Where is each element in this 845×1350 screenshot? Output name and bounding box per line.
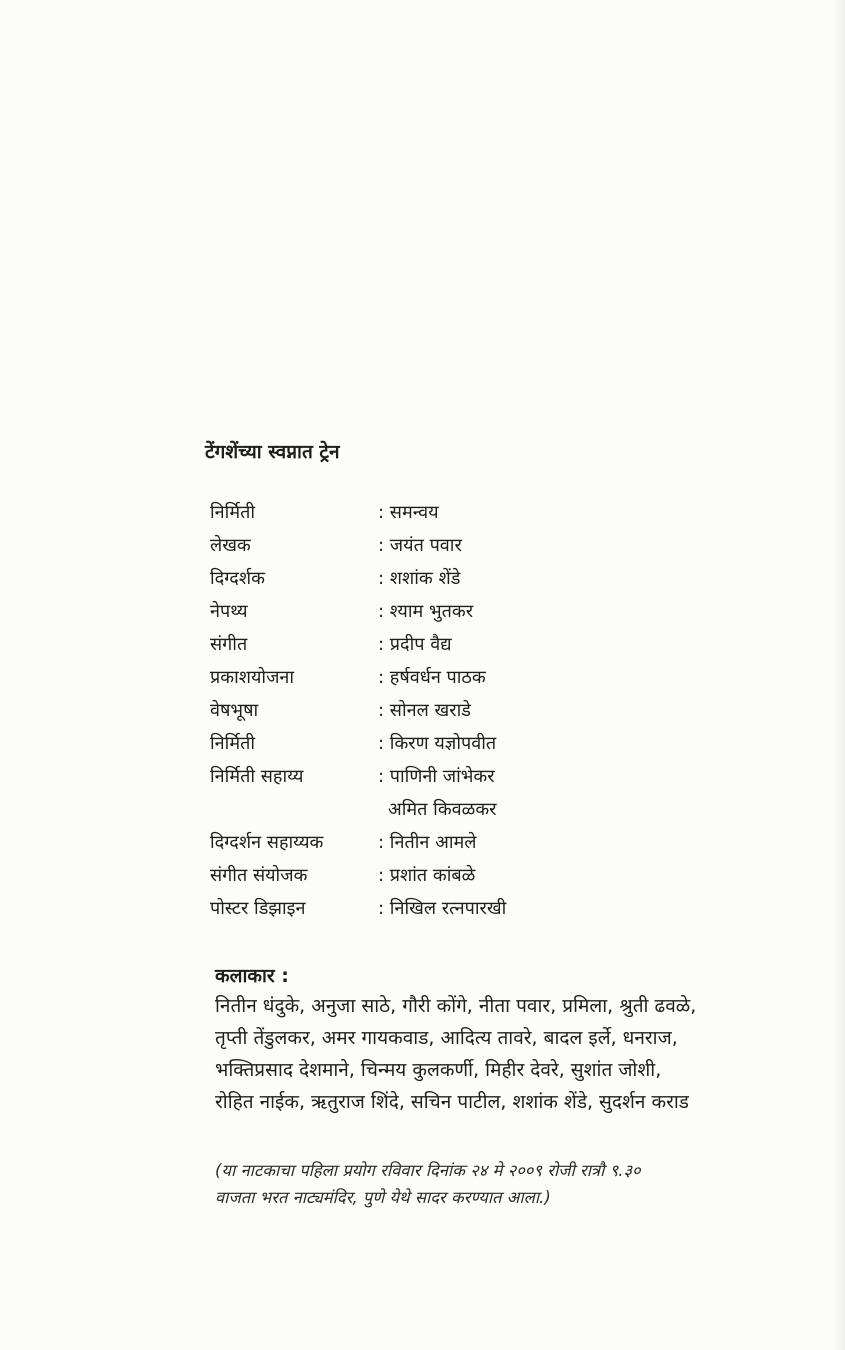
credit-role: निर्मिती सहाय्य [210,766,304,787]
credit-role: दिग्दर्शन सहाय्यक [210,832,324,853]
credits-list [210,500,770,929]
credit-names [378,632,452,665]
premiere-note [215,1158,815,1212]
credit-row [210,533,770,566]
credit-name: : जयंत पवार [378,535,462,556]
credit-name: : पाणिनी जांभेकर [378,766,495,787]
credit-role: प्रकाशयोजना [210,667,295,688]
credit-row [210,896,770,929]
cast-line: भक्तिप्रसाद देशमाने, चिन्मय कुलकर्णी, मिहीर देवरे, सुशांत जोशी, [215,1059,662,1081]
credit-name: : हर्षवर्धन पाठक [378,667,486,688]
credit-names [378,566,460,599]
credit-name: : सोनल खराडे [378,700,471,721]
credit-role: निर्मिती [210,733,255,754]
credit-name: : समन्वय [378,502,439,523]
credit-row [210,566,770,599]
credit-row [210,500,770,533]
credit-role: पोस्टर डिझाइन [210,898,306,919]
credit-role: दिग्दर्शक [210,568,265,589]
credit-name: : नितीन आमले [378,832,477,853]
cast-line: रोहित नाईक, ऋतुराज शिंदे, सचिन पाटील, शशांक शेंडे, सुदर्शन कराड [215,1091,689,1113]
credit-row [210,830,770,863]
credit-names [378,533,462,566]
cast-list [215,992,815,1120]
credit-name: : प्रदीप वैद्य [378,634,452,655]
credit-names [378,665,486,698]
credit-row [210,599,770,632]
cast-heading: कलाकार : [215,965,289,987]
play-title: टेंगशेंच्या स्वप्नात ट्रेन [205,441,340,463]
credit-name: : किरण यज्ञोपवीत [378,733,497,754]
credit-row [210,863,770,896]
note-line: वाजता भरत नाट्यमंदिर, पुणे येथे सादर करण्यात आला.) [215,1188,551,1207]
page-edge-shadow [831,0,845,1350]
credit-role: नेपथ्य [210,601,248,622]
credit-row [210,764,770,830]
credit-name: अमित किवळकर [388,799,497,820]
note-line: (या नाटकाचा पहिला प्रयोग रविवार दिनांक २४ मे २००९ रोजी रात्रौ ९.३० [215,1161,641,1180]
credit-row [210,698,770,731]
cast-line: नितीन धंदुके, अनुजा साठे, गौरी कोंगे, नीता पवार, प्रमिला, श्रुती ढवळे, [215,995,697,1017]
credit-names [378,830,476,863]
credit-names [378,698,471,731]
credit-row [210,731,770,764]
credit-names [378,731,496,764]
credit-names [378,500,439,533]
credit-row [210,632,770,665]
credit-row [210,665,770,698]
credit-names [378,764,497,830]
credit-name: : शशांक शेंडे [378,568,461,589]
credit-names [378,599,473,632]
cast-line: तृप्ती तेंडुलकर, अमर गायकवाड, आदित्य तावरे, बादल इर्ले, धनराज, [215,1027,678,1049]
credit-role: वेषभूषा [210,700,259,721]
credit-role: संगीत संयोजक [210,865,308,886]
credit-role: लेखक [210,535,251,556]
credit-names [378,863,475,896]
credit-role: निर्मिती [210,502,255,523]
credit-name: : प्रशांत कांबळे [378,865,476,886]
credit-name: : श्याम भुतकर [378,601,474,622]
credit-role: संगीत [210,634,248,655]
credit-names [378,896,506,929]
credit-name: : निखिल रत्नपारखी [378,898,507,919]
